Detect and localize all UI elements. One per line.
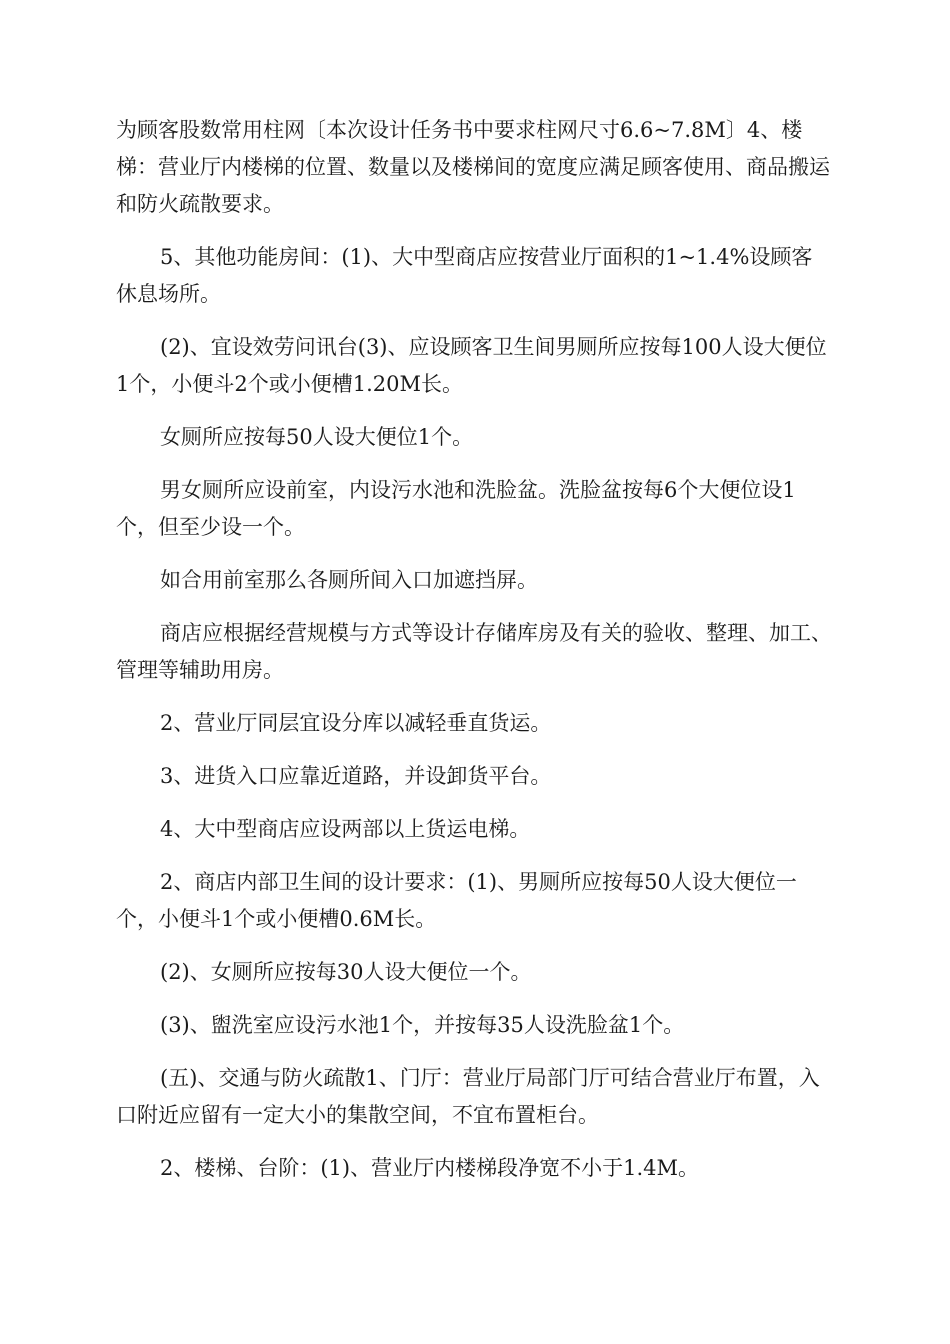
paragraph: 2、营业厅同层宜设分库以减轻垂直货运。	[160, 711, 552, 735]
paragraph: (3)、盥洗室应设污水池1个，并按每35人设洗脸盆1个。	[160, 1013, 685, 1037]
paragraph: 女厕所应按每50人设大便位1个。	[160, 425, 474, 449]
paragraph: 为顾客股数常用柱网〔本次设计任务书中要求柱网尺寸6.6~7.8M〕4、楼梯：营业厅内楼梯的位置、数量以及楼梯间的宽度应满足顾客使用、商品搬运和防火疏散要求。	[116, 118, 830, 216]
paragraph: 如合用前室那么各厕所间入口加遮挡屏。	[160, 568, 538, 592]
paragraph: 5、其他功能房间：(1)、大中型商店应按营业厅面积的1~1.4%设顾客休息场所。	[116, 245, 813, 306]
paragraph: 3、进货入口应靠近道路，并设卸货平台。	[160, 764, 552, 788]
paragraph: (五)、交通与防火疏散1、门厅：营业厅局部门厅可结合营业厅布置，入口附近应留有一定大小的集散空间，不宜布置柜台。	[116, 1066, 820, 1127]
document-body	[116, 112, 832, 1203]
paragraph: 2、商店内部卫生间的设计要求：(1)、男厕所应按每50人设大便位一个，小便斗1个或小便槽0.6M长。	[116, 870, 797, 931]
paragraph: 商店应根据经营规模与方式等设计存储库房及有关的验收、整理、加工、管理等辅助用房。	[116, 621, 832, 682]
paragraph: 男女厕所应设前室，内设污水池和洗脸盆。洗脸盆按每6个大便位设1个，但至少设一个。	[116, 478, 796, 539]
paragraph: 4、大中型商店应设两部以上货运电梯。	[160, 817, 531, 841]
paragraph: 2、楼梯、台阶：(1)、营业厅内楼梯段净宽不小于1.4M。	[160, 1156, 700, 1180]
paragraph: (2)、女厕所应按每30人设大便位一个。	[160, 960, 532, 984]
paragraph: (2)、宜设效劳问讯台(3)、应设顾客卫生间男厕所应按每100人设大便位1个，小便斗2个或小便槽1.20M长。	[116, 335, 827, 396]
